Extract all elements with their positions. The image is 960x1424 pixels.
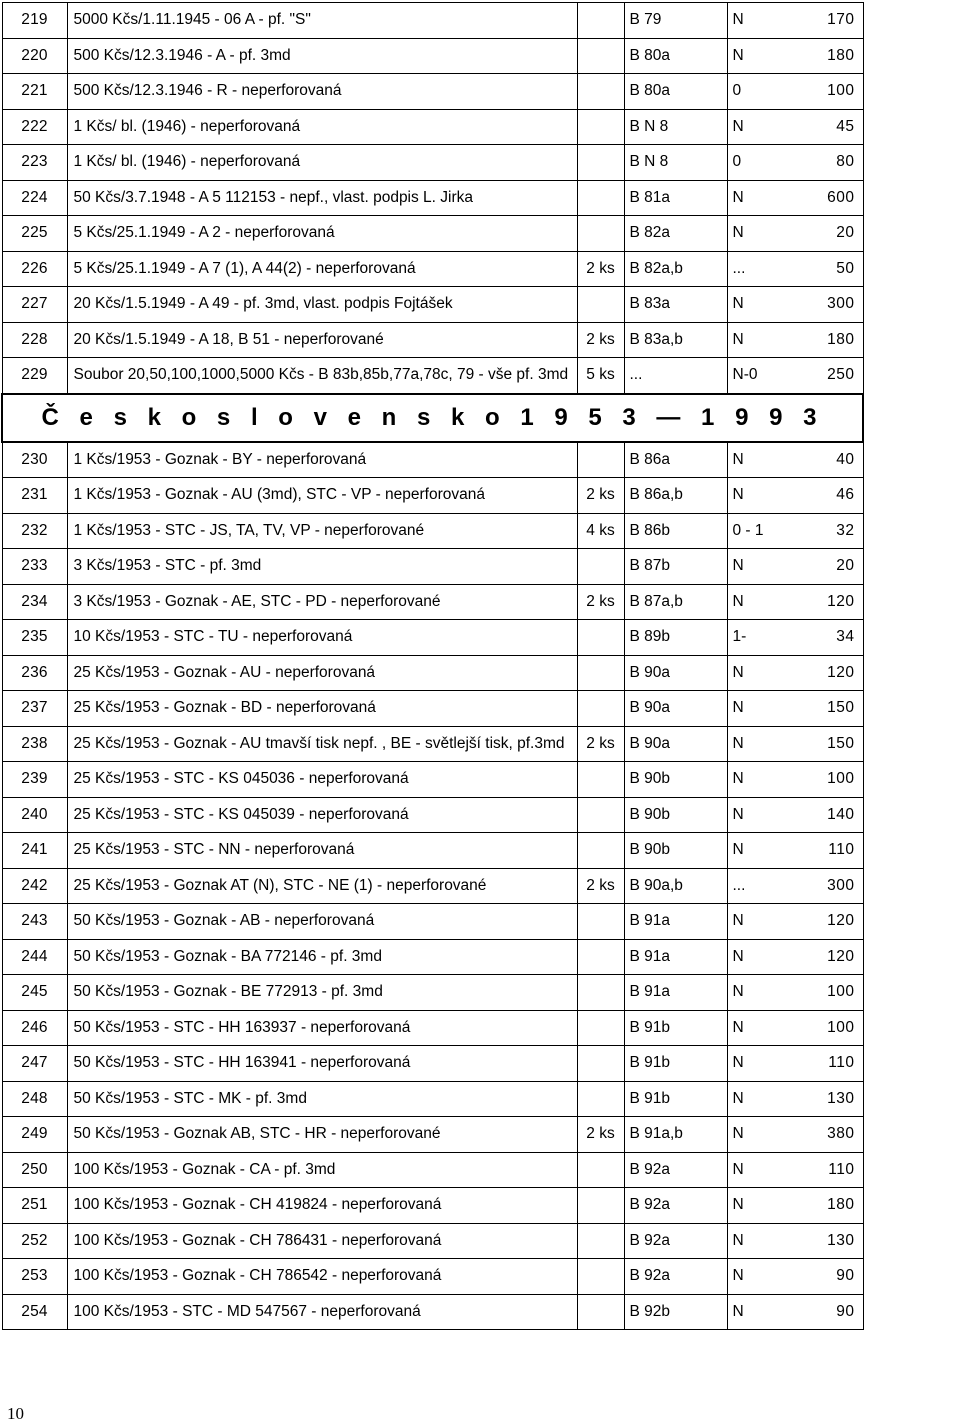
item-catalog-number: B 81a <box>624 180 727 216</box>
item-catalog-number: B 86b <box>624 513 727 549</box>
item-price: 120 <box>788 584 863 620</box>
item-number: 234 <box>2 584 67 620</box>
table-body-before <box>2 3 863 394</box>
item-description: 100 Kčs/1953 - Goznak - CH 419824 - neperforovaná <box>67 1188 577 1224</box>
item-quantity: 5 ks <box>577 358 624 394</box>
item-number: 249 <box>2 1117 67 1153</box>
item-description: 25 Kčs/1953 - Goznak - AU tmavší tisk nepf. , BE - světlejší tisk, pf.3md <box>67 726 577 762</box>
item-condition: ... <box>727 868 788 904</box>
item-catalog-number: B 91b <box>624 1010 727 1046</box>
item-catalog-number: B 90b <box>624 797 727 833</box>
item-condition: N <box>727 726 788 762</box>
item-price: 110 <box>788 833 863 869</box>
item-number: 228 <box>2 322 67 358</box>
page-number: 10 <box>7 1404 24 1423</box>
item-quantity <box>577 1294 624 1330</box>
item-number: 242 <box>2 868 67 904</box>
item-price: 40 <box>788 442 863 478</box>
item-quantity: 2 ks <box>577 1117 624 1153</box>
item-price: 120 <box>788 655 863 691</box>
table-row <box>2 655 863 691</box>
item-condition: N <box>727 584 788 620</box>
item-catalog-number: B 92a <box>624 1188 727 1224</box>
item-number: 245 <box>2 975 67 1011</box>
item-catalog-number: B 92a <box>624 1223 727 1259</box>
item-description: 25 Kčs/1953 - Goznak - AU - neperforovaná <box>67 655 577 691</box>
item-condition: N <box>727 975 788 1011</box>
item-quantity <box>577 833 624 869</box>
item-number: 237 <box>2 691 67 727</box>
item-number: 230 <box>2 442 67 478</box>
item-description: 100 Kčs/1953 - Goznak - CH 786542 - neperforovaná <box>67 1259 577 1295</box>
item-number: 240 <box>2 797 67 833</box>
item-description: 5 Kčs/25.1.1949 - A 2 - neperforovaná <box>67 216 577 252</box>
item-price: 80 <box>788 145 863 181</box>
item-price: 300 <box>788 287 863 323</box>
item-number: 227 <box>2 287 67 323</box>
table-row <box>2 287 863 323</box>
item-quantity <box>577 939 624 975</box>
item-price: 180 <box>788 322 863 358</box>
item-description: 100 Kčs/1953 - STC - MD 547567 - neperforovaná <box>67 1294 577 1330</box>
table-row <box>2 251 863 287</box>
table-row <box>2 1046 863 1082</box>
item-catalog-number: B 87b <box>624 549 727 585</box>
item-condition: N <box>727 1259 788 1295</box>
item-catalog-number: B 89b <box>624 620 727 656</box>
item-description: 50 Kčs/1953 - STC - HH 163937 - neperforovaná <box>67 1010 577 1046</box>
item-description: 5 Kčs/25.1.1949 - A 7 (1), A 44(2) - neperforovaná <box>67 251 577 287</box>
item-number: 239 <box>2 762 67 798</box>
table-body-after <box>2 442 863 1330</box>
item-quantity <box>577 797 624 833</box>
table-row <box>2 1152 863 1188</box>
item-price: 100 <box>788 762 863 798</box>
item-catalog-number: B 90b <box>624 762 727 798</box>
item-number: 243 <box>2 904 67 940</box>
item-number: 244 <box>2 939 67 975</box>
item-price: 120 <box>788 939 863 975</box>
item-quantity: 2 ks <box>577 478 624 514</box>
item-catalog-number: B 91a,b <box>624 1117 727 1153</box>
item-condition: N <box>727 549 788 585</box>
item-number: 226 <box>2 251 67 287</box>
item-description: 20 Kčs/1.5.1949 - A 49 - pf. 3md, vlast. podpis Fojtášek <box>67 287 577 323</box>
table-row <box>2 868 863 904</box>
item-condition: N <box>727 180 788 216</box>
item-catalog-number: B N 8 <box>624 145 727 181</box>
table-row <box>2 322 863 358</box>
item-quantity <box>577 74 624 110</box>
item-description: 50 Kčs/1953 - Goznak AB, STC - HR - neperforované <box>67 1117 577 1153</box>
item-number: 225 <box>2 216 67 252</box>
table-row <box>2 216 863 252</box>
item-catalog-number: B 91a <box>624 904 727 940</box>
item-description: 1 Kčs/ bl. (1946) - neperforovaná <box>67 145 577 181</box>
item-price: 50 <box>788 251 863 287</box>
item-condition: N <box>727 38 788 74</box>
table-row <box>2 3 863 39</box>
item-number: 219 <box>2 3 67 39</box>
item-price: 150 <box>788 691 863 727</box>
item-number: 248 <box>2 1081 67 1117</box>
table-row <box>2 797 863 833</box>
item-price: 170 <box>788 3 863 39</box>
item-price: 20 <box>788 549 863 585</box>
item-description: 10 Kčs/1953 - STC - TU - neperforovaná <box>67 620 577 656</box>
item-description: 1 Kčs/1953 - STC - JS, TA, TV, VP - neperforované <box>67 513 577 549</box>
item-catalog-number: B 90b <box>624 833 727 869</box>
item-quantity <box>577 904 624 940</box>
item-quantity: 4 ks <box>577 513 624 549</box>
item-quantity <box>577 38 624 74</box>
item-condition: ... <box>727 251 788 287</box>
item-condition: 0 - 1 <box>727 513 788 549</box>
item-number: 220 <box>2 38 67 74</box>
item-catalog-number: B 90a,b <box>624 868 727 904</box>
item-description: 50 Kčs/1953 - Goznak - BA 772146 - pf. 3md <box>67 939 577 975</box>
item-condition: N <box>727 1152 788 1188</box>
item-price: 150 <box>788 726 863 762</box>
item-condition: N <box>727 478 788 514</box>
table-row <box>2 38 863 74</box>
item-quantity <box>577 691 624 727</box>
item-price: 90 <box>788 1259 863 1295</box>
item-condition: N <box>727 797 788 833</box>
item-price: 110 <box>788 1046 863 1082</box>
item-catalog-number: ... <box>624 358 727 394</box>
item-quantity: 2 ks <box>577 251 624 287</box>
table-row <box>2 726 863 762</box>
item-catalog-number: B 91b <box>624 1081 727 1117</box>
item-catalog-number: B 83a <box>624 287 727 323</box>
item-quantity <box>577 549 624 585</box>
item-number: 223 <box>2 145 67 181</box>
item-quantity <box>577 1152 624 1188</box>
table-row <box>2 1259 863 1295</box>
table-row <box>2 1188 863 1224</box>
item-condition: 0 <box>727 145 788 181</box>
item-condition: N-0 <box>727 358 788 394</box>
item-quantity <box>577 620 624 656</box>
item-price: 130 <box>788 1081 863 1117</box>
section-header <box>2 394 863 442</box>
item-description: 100 Kčs/1953 - Goznak - CA - pf. 3md <box>67 1152 577 1188</box>
item-catalog-number: B 87a,b <box>624 584 727 620</box>
item-price: 20 <box>788 216 863 252</box>
item-catalog-number: B 90a <box>624 726 727 762</box>
section-header-row <box>2 394 863 442</box>
table-row <box>2 180 863 216</box>
item-description: 3 Kčs/1953 - STC - pf. 3md <box>67 549 577 585</box>
item-catalog-number: B 80a <box>624 38 727 74</box>
item-catalog-number: B 86a <box>624 442 727 478</box>
item-condition: N <box>727 939 788 975</box>
item-price: 130 <box>788 1223 863 1259</box>
item-number: 246 <box>2 1010 67 1046</box>
table-row <box>2 904 863 940</box>
table-row <box>2 1081 863 1117</box>
item-quantity <box>577 655 624 691</box>
table-row <box>2 584 863 620</box>
item-condition: N <box>727 762 788 798</box>
item-quantity <box>577 1223 624 1259</box>
item-description: 25 Kčs/1953 - STC - NN - neperforovaná <box>67 833 577 869</box>
item-catalog-number: B 91a <box>624 939 727 975</box>
item-catalog-number: B 82a <box>624 216 727 252</box>
item-quantity: 2 ks <box>577 584 624 620</box>
item-price: 110 <box>788 1152 863 1188</box>
table-row <box>2 939 863 975</box>
item-catalog-number: B 91b <box>624 1046 727 1082</box>
item-number: 241 <box>2 833 67 869</box>
item-price: 100 <box>788 74 863 110</box>
item-price: 45 <box>788 109 863 145</box>
item-condition: 1- <box>727 620 788 656</box>
item-price: 180 <box>788 38 863 74</box>
table-row <box>2 145 863 181</box>
table-row <box>2 1294 863 1330</box>
item-number: 251 <box>2 1188 67 1224</box>
item-condition: N <box>727 442 788 478</box>
item-catalog-number: B 92b <box>624 1294 727 1330</box>
item-price: 100 <box>788 975 863 1011</box>
item-number: 236 <box>2 655 67 691</box>
item-catalog-number: B 92a <box>624 1152 727 1188</box>
item-quantity <box>577 1188 624 1224</box>
item-number: 238 <box>2 726 67 762</box>
item-condition: N <box>727 1188 788 1224</box>
item-condition: N <box>727 833 788 869</box>
item-description: 5000 Kčs/1.11.1945 - 06 A - pf. "S" <box>67 3 577 39</box>
item-description: 50 Kčs/1953 - STC - MK - pf. 3md <box>67 1081 577 1117</box>
item-catalog-number: B 79 <box>624 3 727 39</box>
item-number: 235 <box>2 620 67 656</box>
item-description: 25 Kčs/1953 - STC - KS 045036 - neperforovaná <box>67 762 577 798</box>
item-price: 120 <box>788 904 863 940</box>
item-description: 50 Kčs/1953 - STC - HH 163941 - neperforovaná <box>67 1046 577 1082</box>
item-condition: N <box>727 109 788 145</box>
item-number: 252 <box>2 1223 67 1259</box>
item-quantity <box>577 180 624 216</box>
item-quantity <box>577 975 624 1011</box>
item-description: 50 Kčs/1953 - Goznak - BE 772913 - pf. 3md <box>67 975 577 1011</box>
item-number: 222 <box>2 109 67 145</box>
item-number: 233 <box>2 549 67 585</box>
item-catalog-number: B 86a,b <box>624 478 727 514</box>
item-description: 50 Kčs/1953 - Goznak - AB - neperforovaná <box>67 904 577 940</box>
item-quantity <box>577 287 624 323</box>
item-condition: N <box>727 904 788 940</box>
item-condition: N <box>727 1117 788 1153</box>
item-description: 1 Kčs/ bl. (1946) - neperforovaná <box>67 109 577 145</box>
item-catalog-number: B 83a,b <box>624 322 727 358</box>
item-description: 500 Kčs/12.3.1946 - R - neperforovaná <box>67 74 577 110</box>
item-price: 180 <box>788 1188 863 1224</box>
item-price: 250 <box>788 358 863 394</box>
item-condition: N <box>727 3 788 39</box>
item-description: 25 Kčs/1953 - STC - KS 045039 - neperforovaná <box>67 797 577 833</box>
item-quantity <box>577 109 624 145</box>
item-number: 229 <box>2 358 67 394</box>
table-row <box>2 833 863 869</box>
item-description: 1 Kčs/1953 - Goznak - AU (3md), STC - VP - neperforovaná <box>67 478 577 514</box>
item-quantity <box>577 762 624 798</box>
table-row <box>2 478 863 514</box>
catalog-table <box>1 2 864 1330</box>
item-condition: N <box>727 691 788 727</box>
item-condition: N <box>727 655 788 691</box>
item-condition: N <box>727 1294 788 1330</box>
item-number: 231 <box>2 478 67 514</box>
table-row <box>2 762 863 798</box>
item-description: Soubor 20,50,100,1000,5000 Kčs - B 83b,85b,77a,78c, 79 - vše pf. 3md <box>67 358 577 394</box>
item-description: 3 Kčs/1953 - Goznak - AE, STC - PD - neperforované <box>67 584 577 620</box>
item-condition: N <box>727 322 788 358</box>
item-price: 300 <box>788 868 863 904</box>
item-number: 250 <box>2 1152 67 1188</box>
item-condition: N <box>727 1081 788 1117</box>
table-row <box>2 74 863 110</box>
item-description: 50 Kčs/3.7.1948 - A 5 112153 - nepf., vlast. podpis L. Jirka <box>67 180 577 216</box>
item-description: 1 Kčs/1953 - Goznak - BY - neperforovaná <box>67 442 577 478</box>
item-quantity <box>577 1010 624 1046</box>
item-price: 600 <box>788 180 863 216</box>
item-number: 221 <box>2 74 67 110</box>
item-number: 232 <box>2 513 67 549</box>
item-description: 25 Kčs/1953 - Goznak AT (N), STC - NE (1) - neperforované <box>67 868 577 904</box>
item-description: 25 Kčs/1953 - Goznak - BD - neperforovaná <box>67 691 577 727</box>
table-row <box>2 620 863 656</box>
item-condition: 0 <box>727 74 788 110</box>
item-catalog-number: B 82a,b <box>624 251 727 287</box>
table-row <box>2 549 863 585</box>
item-quantity: 2 ks <box>577 322 624 358</box>
section-title: Č e s k o s l o v e n s k o 1 9 5 3 — 1 9 9 3 <box>2 394 863 442</box>
item-catalog-number: B 92a <box>624 1259 727 1295</box>
item-number: 247 <box>2 1046 67 1082</box>
item-catalog-number: B 80a <box>624 74 727 110</box>
table-row <box>2 513 863 549</box>
item-quantity: 2 ks <box>577 868 624 904</box>
item-condition: N <box>727 1223 788 1259</box>
item-condition: N <box>727 1010 788 1046</box>
table-row <box>2 442 863 478</box>
item-description: 100 Kčs/1953 - Goznak - CH 786431 - neperforovaná <box>67 1223 577 1259</box>
table-row <box>2 1117 863 1153</box>
item-catalog-number: B N 8 <box>624 109 727 145</box>
item-quantity <box>577 1081 624 1117</box>
item-price: 100 <box>788 1010 863 1046</box>
item-number: 253 <box>2 1259 67 1295</box>
item-quantity <box>577 3 624 39</box>
item-condition: N <box>727 287 788 323</box>
table-row <box>2 1223 863 1259</box>
item-quantity <box>577 216 624 252</box>
item-number: 254 <box>2 1294 67 1330</box>
item-price: 34 <box>788 620 863 656</box>
table-row <box>2 109 863 145</box>
item-price: 380 <box>788 1117 863 1153</box>
table-row <box>2 975 863 1011</box>
item-catalog-number: B 90a <box>624 691 727 727</box>
item-catalog-number: B 91a <box>624 975 727 1011</box>
item-price: 90 <box>788 1294 863 1330</box>
item-condition: N <box>727 1046 788 1082</box>
item-number: 224 <box>2 180 67 216</box>
item-quantity <box>577 1259 624 1295</box>
item-price: 32 <box>788 513 863 549</box>
item-condition: N <box>727 216 788 252</box>
item-quantity: 2 ks <box>577 726 624 762</box>
item-description: 500 Kčs/12.3.1946 - A - pf. 3md <box>67 38 577 74</box>
item-quantity <box>577 145 624 181</box>
table-row <box>2 691 863 727</box>
item-description: 20 Kčs/1.5.1949 - A 18, B 51 - neperforované <box>67 322 577 358</box>
item-catalog-number: B 90a <box>624 655 727 691</box>
item-quantity <box>577 1046 624 1082</box>
item-quantity <box>577 442 624 478</box>
item-price: 46 <box>788 478 863 514</box>
table-row <box>2 358 863 394</box>
table-row <box>2 1010 863 1046</box>
item-price: 140 <box>788 797 863 833</box>
